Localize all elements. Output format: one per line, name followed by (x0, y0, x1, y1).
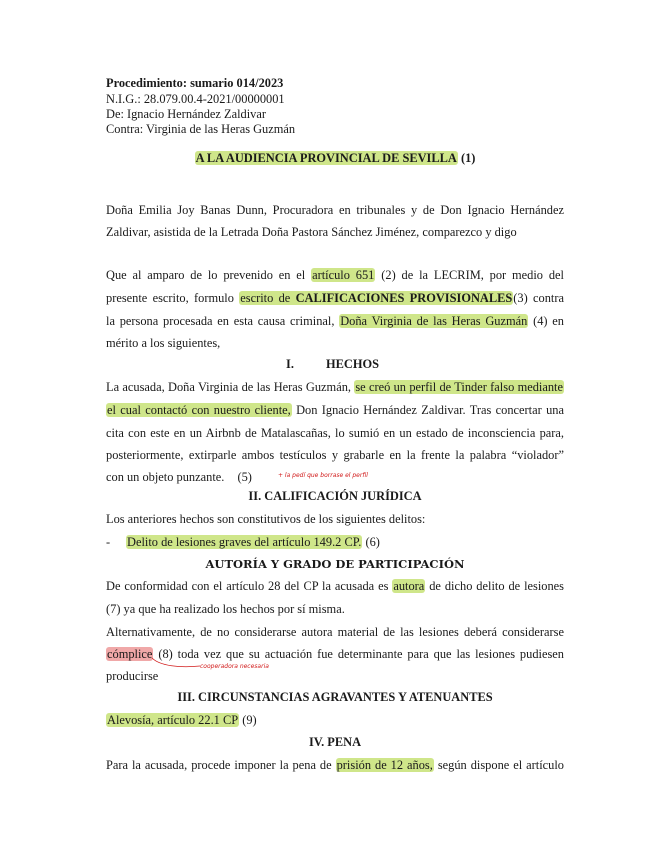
complice-highlight: cómplice (107, 647, 153, 661)
autora-highlight: autora (393, 579, 425, 593)
autoria-text: de dicho delito de lesiones (429, 579, 564, 593)
p2-line-3 (106, 314, 564, 328)
procedimiento-line: Procedimiento: sumario 014/2023 (106, 76, 284, 90)
p2-text: escrito de (240, 291, 291, 305)
hechos-line-3: cita con este en un Airbnb de Matalascañas, lo sumió en un estado de inconsciencia para, (106, 426, 564, 440)
intro-line-2: Zaldivar, asistida de la Letrada Doña Pastora Sánchez Jiménez, comparezco y digo (106, 225, 517, 239)
p2-text: presente escrito, formulo (106, 291, 234, 305)
delito-note: (6) (365, 535, 380, 549)
alevosia-note: (9) (242, 713, 257, 727)
pena-text: según dispone el artículo (437, 758, 565, 772)
alevosia-line (106, 713, 257, 727)
hechos-text: con un objeto punzante. (106, 470, 225, 484)
title-highlight: A LA AUDIENCIA PROVINCIAL DE SEVILLA (195, 151, 457, 165)
de-line: De: Ignacio Hernández Zaldivar (106, 107, 266, 121)
handwritten-note-5: + la pedí que borrase el perfil (278, 472, 368, 479)
calificacion-heading: II. CALIFICACIÓN JURÍDICA (248, 489, 422, 503)
calificacion-line-1: Los anteriores hechos son constitutivos de los siguientes delitos: (106, 512, 426, 526)
document-title (106, 151, 564, 165)
intro-line-1: Doña Emilia Joy Banas Dunn, Procuradora en tribunales y de Don Ignacio Hernández (106, 203, 564, 217)
p2-line-1 (106, 268, 564, 282)
p2-text: (2) de la LECRIM, por medio del (381, 268, 564, 282)
hechos-line-5 (106, 470, 252, 484)
p2-text: la persona procesada en esta causa criminal, (106, 314, 335, 328)
p2-line-4: mérito a los siguientes, (106, 336, 221, 350)
autoria-line-3: Alternativamente, de no considerarse autora material de las lesiones deberá considerarse (106, 625, 564, 639)
hechos-line-4: posteriormente, extirparle ambos testículos y grabarle en la frente la palabra “violador” (106, 448, 564, 462)
autoria-line-5: producirse (106, 669, 159, 683)
autoria-text: De conformidad con el artículo 28 del CP la acusada es (106, 579, 389, 593)
autoria-heading: AUTORÍA Y GRADO DE PARTICIPACIÓN (205, 557, 465, 571)
p2-text: (4) en (533, 314, 564, 328)
delito-line (126, 535, 380, 549)
pena-line-1 (106, 758, 564, 772)
contra-line: Contra: Virginia de las Heras Guzmán (106, 122, 296, 136)
pena-heading: IV. PENA (308, 735, 362, 749)
autoria-line-1 (106, 579, 564, 593)
nig-line: N.I.G.: 28.079.00.4-2021/00000001 (106, 92, 285, 106)
p2-text: (3) contra (513, 291, 564, 305)
autoria-line-2: (7) ya que ha realizado los hechos por sí misma. (106, 602, 345, 616)
hechos-text: La acusada, Doña Virginia de las Heras Guzmán, (106, 380, 351, 394)
p2-text: Que al amparo de lo prevenido en el (106, 268, 306, 282)
accused-name-highlight: Doña Virginia de las Heras Guzmán (340, 314, 528, 328)
p2-text: CALIFICACIONES PROVISIONALES (295, 291, 513, 305)
hechos-heading: HECHOS (326, 357, 380, 371)
title-note: (1) (460, 151, 476, 165)
tinder-highlight: se creó un perfil de Tinder falso mediante (355, 380, 563, 394)
alevosia-highlight: Alevosía, artículo 22.1 CP (107, 713, 239, 727)
calificaciones-highlight (239, 291, 513, 305)
hechos-text: Don Ignacio Hernández Zaldivar. Tras concertar una (296, 403, 564, 417)
delito-bullet: - (106, 535, 111, 549)
autoria-text: (8) toda vez que su actuación fue determinante para que las lesiones pudiesen (158, 647, 564, 661)
hechos-line-1 (106, 380, 564, 394)
hechos-line-2 (106, 403, 564, 417)
delito-highlight: Delito de lesiones graves del artículo 149.2 CP. (127, 535, 362, 549)
hechos-num: I. (286, 357, 294, 371)
circunstancias-heading: III. CIRCUNSTANCIAS AGRAVANTES Y ATENUANTES (177, 690, 493, 704)
prision-highlight: prisión de 12 años, (336, 758, 433, 772)
handwritten-note-8: cooperadora necesaria (200, 663, 269, 670)
article-651-highlight: artículo 651 (312, 268, 375, 282)
pena-text: Para la acusada, procede imponer la pena de (106, 758, 332, 772)
p2-line-2 (106, 291, 564, 305)
hechos-note: (5) (237, 470, 252, 484)
tinder-highlight-cont: el cual contactó con nuestro cliente, (107, 403, 291, 417)
